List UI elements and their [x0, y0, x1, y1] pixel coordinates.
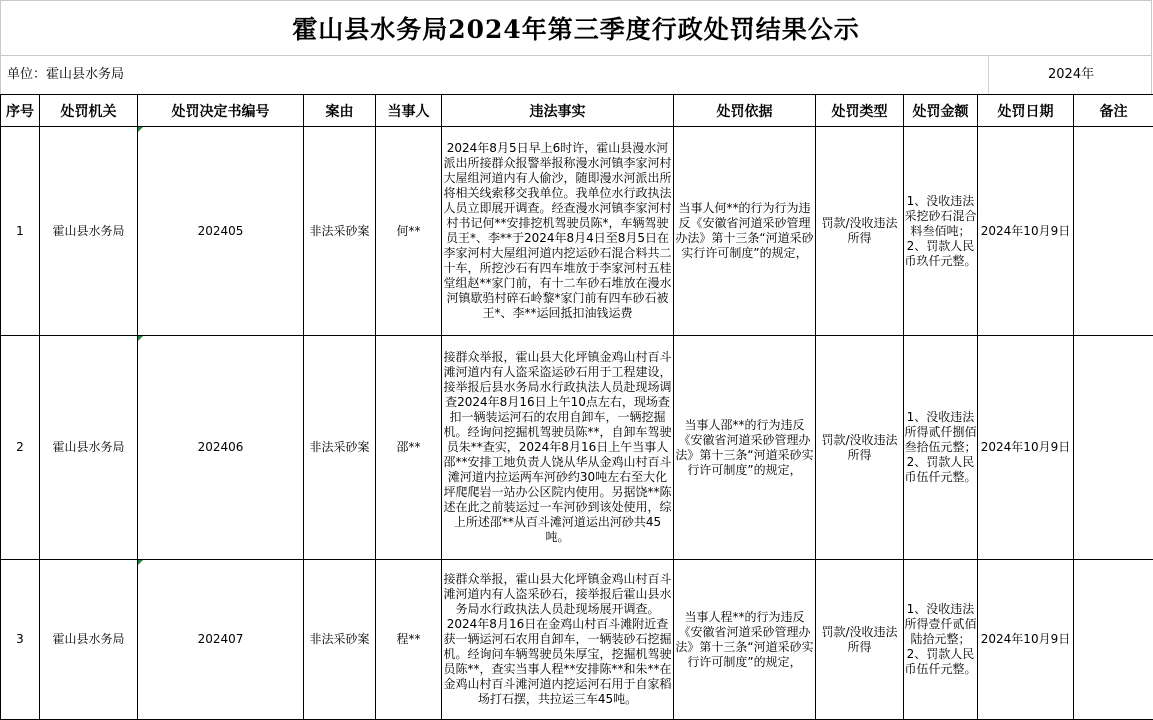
cell-remark[interactable] — [1074, 336, 1153, 560]
cell-amount[interactable]: 1、没收违法所得贰仟捌佰叁拾伍元整；2、罚款人民币伍仟元整。 — [904, 336, 978, 560]
cell-cause[interactable]: 非法采砂案 — [304, 127, 376, 336]
table-row — [1, 560, 1153, 720]
header-no[interactable]: 序号 — [1, 95, 40, 127]
cell-remark[interactable] — [1074, 127, 1153, 336]
cell-agency[interactable]: 霍山县水务局 — [40, 560, 138, 720]
cell-fact[interactable]: 2024年8月5日早上6时许，霍山县漫水河派出所接群众报警举报称漫水河镇李家河村大屋组河道内有人偷沙，随即漫水河派出所将相关线索移交我单位。我单位水行政执法人员立即展开调查。经查漫水河镇李家河村村书记何**安排挖机驾驶员陈*，车辆驾驶员王*、李**于2024年8月4日至8月5日在李家河村大屋组河道内挖运砂石混合料共二十车，所挖沙石有四车堆放于李家河村五桂堂组赵**家门前，有十二车砂石堆放在漫水河镇歇驺村碎石岭黎*家门前有四车砂石被王*、李**运回抵扣油钱运费 — [442, 127, 674, 336]
cell-cause[interactable]: 非法采砂案 — [304, 336, 376, 560]
cell-no[interactable]: 2 — [1, 336, 40, 560]
header-amount[interactable]: 处罚金额 — [904, 95, 978, 127]
unit-row — [0, 56, 1152, 94]
cell-party[interactable]: 邵** — [376, 336, 442, 560]
cell-date[interactable]: 2024年10月9日 — [978, 127, 1074, 336]
table-row — [1, 336, 1153, 560]
year-label: 2024年 — [1048, 56, 1094, 94]
cell-amount[interactable]: 1、没收违法所得壹仟贰佰陆拾元整；2、罚款人民币伍仟元整。 — [904, 560, 978, 720]
cell-basis[interactable]: 当事人何**的行为行为违反《安徽省河道采砂管理办法》第十三条“河道采砂实行许可制度”的规定， — [674, 127, 816, 336]
header-penalty-type[interactable]: 处罚类型 — [816, 95, 904, 127]
cell-fact[interactable]: 接群众举报，霍山县大化坪镇金鸡山村百斗滩河道内有人盗采盗运砂石用于工程建设，接举报后县水务局水行政执法人员赴现场调查2024年8月16日上午10点左右，现场查扣一辆装运河石的农用自卸车，一辆挖掘机。经询问挖掘机驾驶员陈**，自卸车驾驶员朱**查实，2024年8月16日上午当事人邵**安排工地负责人饶从华从金鸡山村百斗滩河道内拉运两车河砂约30吨左右至大化坪爬爬岩一站办公区院内使用。另据饶**陈述在此之前装运过一车河砂到该处使用，综上所述邵**从百斗滩河道运出河砂共45 吨。 — [442, 336, 674, 560]
header-cause[interactable]: 案由 — [304, 95, 376, 127]
cell-party[interactable]: 程** — [376, 560, 442, 720]
header-agency[interactable]: 处罚机关 — [40, 95, 138, 127]
cell-decision-no[interactable]: 202405 — [138, 127, 304, 336]
header-remark[interactable]: 备注 — [1074, 95, 1153, 127]
cell-divider — [988, 56, 989, 94]
penalty-table — [0, 94, 1153, 720]
cell-agency[interactable]: 霍山县水务局 — [40, 336, 138, 560]
header-basis[interactable]: 处罚依据 — [674, 95, 816, 127]
cell-fact[interactable]: 接群众举报，霍山县大化坪镇金鸡山村百斗滩河道内有人盗采砂石，接举报后霍山县水务局水行政执法人员赴现场展开调查。2024年8月16日在金鸡山村百斗滩附近查获一辆运河石农用自卸车，一辆装砂石挖掘机。经询问车辆驾驶员朱厚宝，挖掘机驾驶员陈**，查实当事人程**安排陈**和朱**在金鸡山村百斗滩河道内挖运河石用于自家稻场打石摆，共拉运三车45吨。 — [442, 560, 674, 720]
cell-no[interactable]: 1 — [1, 127, 40, 336]
cell-party[interactable]: 何** — [376, 127, 442, 336]
cell-cause[interactable]: 非法采砂案 — [304, 560, 376, 720]
header-decision-no[interactable]: 处罚决定书编号 — [138, 95, 304, 127]
cell-penalty-type[interactable]: 罚款/没收违法所得 — [816, 336, 904, 560]
cell-decision-no[interactable]: 202406 — [138, 336, 304, 560]
cell-date[interactable]: 2024年10月9日 — [978, 336, 1074, 560]
cell-amount[interactable]: 1、没收违法采挖砂石混合料叁佰吨；2、罚款人民币玖仟元整。 — [904, 127, 978, 336]
cell-penalty-type[interactable]: 罚款/没收违法所得 — [816, 560, 904, 720]
cell-agency[interactable]: 霍山县水务局 — [40, 127, 138, 336]
header-fact[interactable]: 违法事实 — [442, 95, 674, 127]
cell-penalty-type[interactable]: 罚款/没收违法所得 — [816, 127, 904, 336]
cell-decision-no[interactable]: 202407 — [138, 560, 304, 720]
cell-date[interactable]: 2024年10月9日 — [978, 560, 1074, 720]
cell-remark[interactable] — [1074, 560, 1153, 720]
header-row — [1, 95, 1153, 127]
cell-basis[interactable]: 当事人程**的行为违反《安徽省河道采砂管理办法》第十三条“河道采砂实行许可制度”的规定， — [674, 560, 816, 720]
header-date[interactable]: 处罚日期 — [978, 95, 1074, 127]
unit-label: 单位：霍山县水务局 — [7, 56, 124, 94]
table-row — [1, 127, 1153, 336]
page-title: 霍山县水务局2024年第三季度行政处罚结果公示 — [0, 0, 1152, 56]
cell-basis[interactable]: 当事人邵**的行为违反《安徽省河道采砂管理办法》第十三条“河道采砂实行许可制度”的规定， — [674, 336, 816, 560]
header-party[interactable]: 当事人 — [376, 95, 442, 127]
cell-no[interactable]: 3 — [1, 560, 40, 720]
